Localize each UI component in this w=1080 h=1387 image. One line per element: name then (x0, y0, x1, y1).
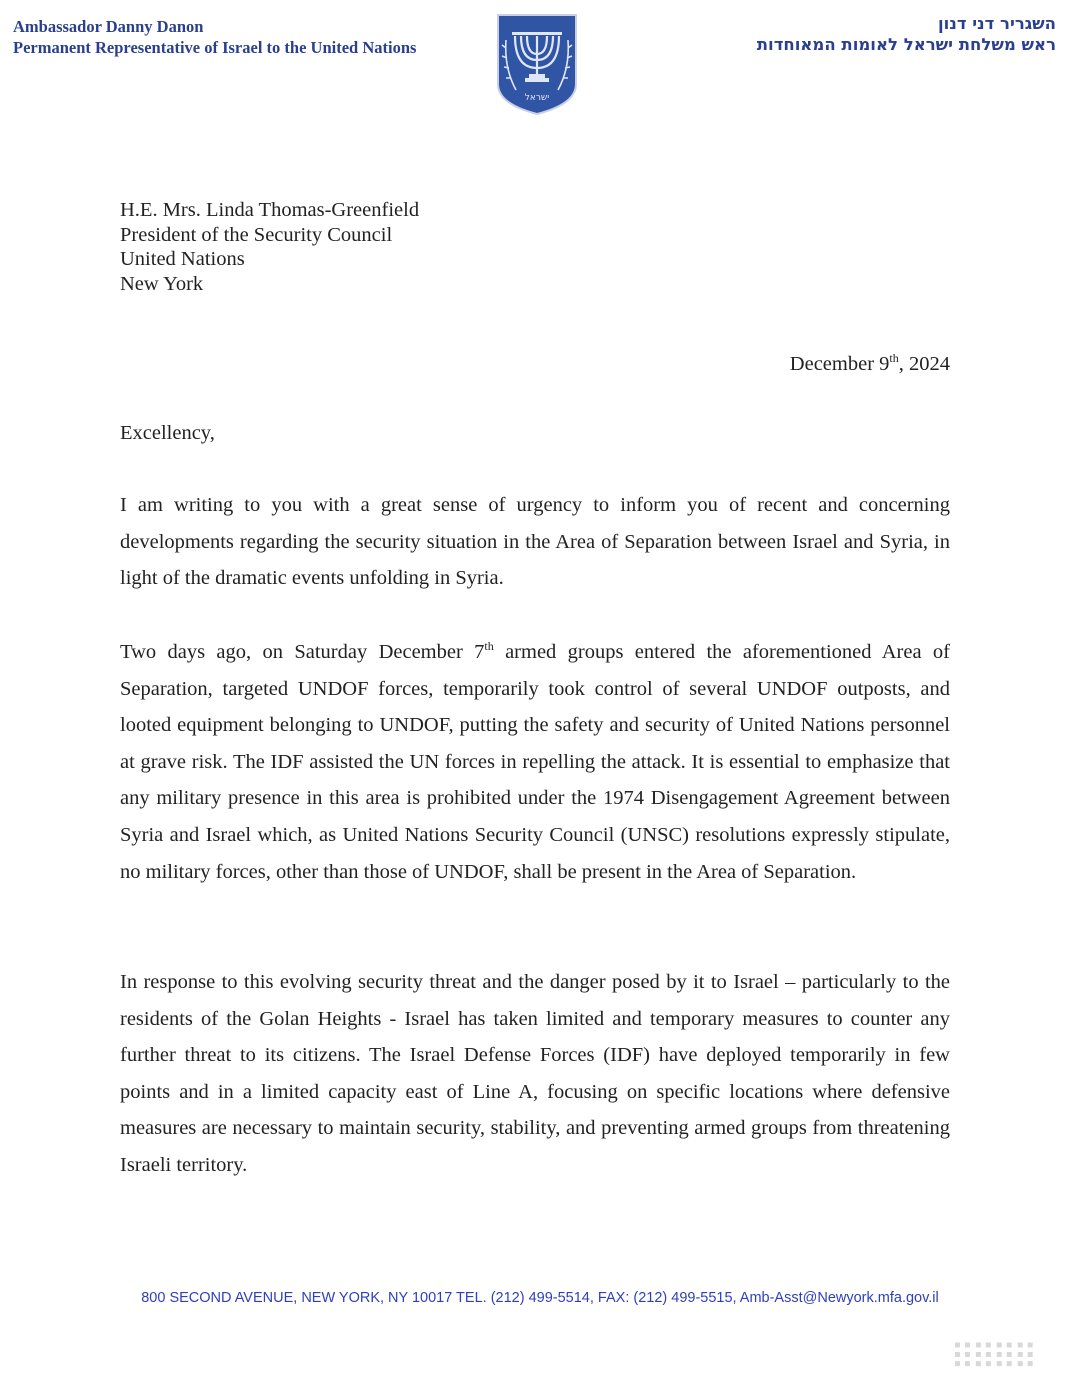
dots-watermark: ⠿⠿⠿⠿ (950, 1338, 1034, 1378)
recipient-title: President of the Security Council (120, 223, 393, 246)
sender-header-hebrew (757, 13, 1056, 55)
recipient-name: H.E. Mrs. Linda Thomas-Greenfield (120, 199, 420, 221)
paragraph-2-rest: armed groups entered the aforementioned Area of Separation, targeted UNDOF forces, temporarily took control of several UNDOF outposts, and looted equipment belonging to UNDOF, putting the safety and security of United Nations personnel at grave risk. The IDF assisted the UN forces in repelling the attack. It is essential to emphasize that any military presence in this area is prohibited under the 1974 Disengagement Agreement between Syria and Israel which, as United Nations Security Council (UNSC) resolutions expressly stipulate, no military forces, other than those of UNDOF, shall be present in the Area of Separation. (120, 641, 950, 883)
letter-date (790, 345, 950, 377)
footer-contact: 800 SECOND AVENUE, NEW YORK, NY 10017 TEL. (212) 499-5514, FAX: (212) 499-5515, Amb-Asst@Newyork.mfa.gov.il (141, 1290, 939, 1306)
date-main: December 9 (789, 352, 890, 375)
paragraph-3: In response to this evolving security threat and the danger posed by it to Israel – particularly to the residents of the Golan Heights - Israel has taken limited and temporary measures to counter any further threat to its citizens. The Israel Defense Forces (IDF) have deployed temporarily in few points and in a limited capacity east of Line A, focusing on specific locations where defensive measures are necessary to maintain security, stability, and preventing armed groups from threatening Israeli territory. (120, 971, 950, 1176)
paragraph-2-ordinal: th (484, 639, 494, 654)
date-ordinal: th (889, 351, 899, 365)
recipient-address (120, 198, 419, 296)
paragraph-2 (120, 634, 950, 890)
sender-name: Ambassador Danny Danon (13, 17, 204, 36)
emblem-label: ישראל (524, 93, 550, 103)
recipient-city: New York (120, 272, 204, 295)
salutation: Excellency, (120, 422, 215, 444)
paragraph-2-start: Two days ago, on Saturday December 7 (120, 641, 485, 663)
sender-title: Permanent Representative of Israel to the United Nations (13, 38, 417, 57)
sender-name-hebrew: השגריר דני דנון (938, 14, 1056, 33)
sender-header (13, 16, 416, 58)
sender-title-hebrew: ראש משלחת ישראל לאומות המאוחדות (756, 35, 1056, 54)
menorah-emblem-icon (494, 12, 580, 116)
paragraph-1: I am writing to you with a great sense of urgency to inform you of recent and concerning developments regarding the security situation in the Area of Separation between Israel and Syria, in light of the dramatic events unfolding in Syria. (120, 494, 950, 590)
recipient-organization: United Nations (120, 248, 245, 270)
date-year: , 2024 (898, 352, 950, 375)
